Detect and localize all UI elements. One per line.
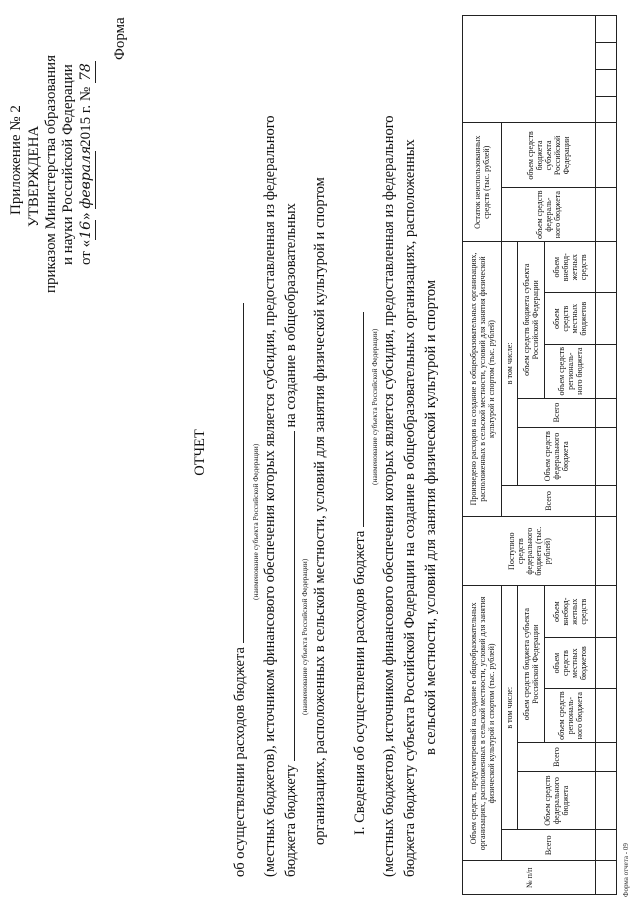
spent-total: Всего	[502, 485, 596, 516]
order-date	[78, 61, 96, 265]
order-month: февраля	[78, 145, 94, 209]
spent-extrabudget: объем внебюд-жетных средств	[545, 242, 596, 293]
intro-line-3: бюджета бюджету на создание в общеобразовательных	[283, 203, 299, 877]
order-day: 16	[78, 220, 94, 239]
order-line: приказом Министерства образования	[43, 55, 59, 293]
intro-caption-subject-2: (наименование субъекта Российской Федерации)	[300, 558, 309, 715]
section-line-2: (местных бюджетов), источником финансового обеспечения которых является субсидия, предоставленная из федерального	[381, 115, 397, 877]
section-line-4: в сельской местности, условий для занятия физической культурой и спортом	[423, 279, 439, 755]
ministry-line: и науки Российской Федерации	[60, 64, 76, 265]
report-title: ОТЧЕТ	[192, 429, 208, 476]
spent-federal: Объем средств федерального бюджета	[517, 427, 595, 485]
spent-local: объем средств местных бюджетов	[545, 293, 596, 344]
intro-line-4: организациях, расположенных в сельской местности, условий для занятия физической культурой и спортом	[312, 177, 328, 845]
planned-subject: объем средств бюджета субъекта Российской Федерации	[517, 586, 544, 743]
section-line-3: бюджета бюджету субъекта Российской Федерации на создание в общеобразовательных организациях, расположенных	[402, 139, 418, 877]
planned-extrabudget: объем внебюд-жетных средств	[545, 586, 596, 638]
header-planned: Объем средств, предусмотренный на создание в общеобразовательных организациях, расположенных в сельской местности, условий для занятия физической культурой и спортом (тыс. рублей)	[463, 586, 502, 861]
form-footer: Форма отчета - 09	[622, 843, 630, 897]
section-caption-subject: (наименование субъекта Российской Федерации)	[370, 328, 379, 485]
planned-subject-total: Всего	[517, 742, 595, 771]
approved-label: УТВЕРЖДЕНА	[26, 125, 42, 227]
intro-line-1: об осуществлении расходов бюджета	[232, 303, 249, 877]
report-table	[462, 15, 617, 895]
header-received: Поступило средств федерального бюджета (тыс. рублей)	[463, 517, 596, 586]
header-num: № п/п	[463, 861, 596, 895]
remainder-federal: объем средств федераль-ного бюджета	[502, 188, 596, 242]
intro-line-2: (местных бюджетов), источником финансового обеспечения которых является субсидия, предоставленная из федерального	[262, 115, 278, 877]
intro-caption-subject: (наименование субъекта Российской Федерации)	[251, 443, 260, 600]
spent-regional: объем средств региональ-ного бюджета	[545, 344, 596, 398]
annex-number: Приложение № 2	[8, 105, 24, 215]
order-year: 2015 г. №	[78, 86, 94, 147]
date-prefix: от «	[78, 239, 94, 265]
order-number: 78	[78, 61, 96, 83]
header-blank-area	[463, 16, 596, 123]
planned-local: объем средств местных бюджетов	[545, 637, 596, 688]
planned-total: Всего	[502, 830, 596, 861]
table-header-row-1	[463, 16, 502, 895]
header-spent: Произведено расходов на создание в общеобразовательных организациях, расположенных в сельской местности, условий для занятия физической культурой и спортом (тыс. рублей)	[463, 242, 502, 517]
spent-subject-total: Всего	[517, 398, 595, 427]
date-mid: »	[78, 212, 94, 220]
table-row	[596, 16, 617, 895]
planned-regional: объем средств региональ-ного бюджета	[545, 689, 596, 743]
planned-federal: Объем средств федерального бюджета	[517, 772, 595, 830]
form-label: Форма	[112, 17, 128, 60]
header-remainder: Остаток неиспользованных средств (тыс. рублей)	[463, 123, 502, 242]
remainder-subject: объем средств бюджета субъекта Российской Федерации	[502, 123, 596, 188]
spent-including: в том числе:	[502, 242, 518, 486]
section-title: I. Сведения об осуществлении расходов бюджета	[352, 312, 369, 835]
planned-including: в том числе:	[502, 586, 518, 830]
spent-subject: объем средств бюджета субъекта Российской Федерации	[517, 242, 544, 399]
table-header-row-2	[502, 16, 518, 895]
